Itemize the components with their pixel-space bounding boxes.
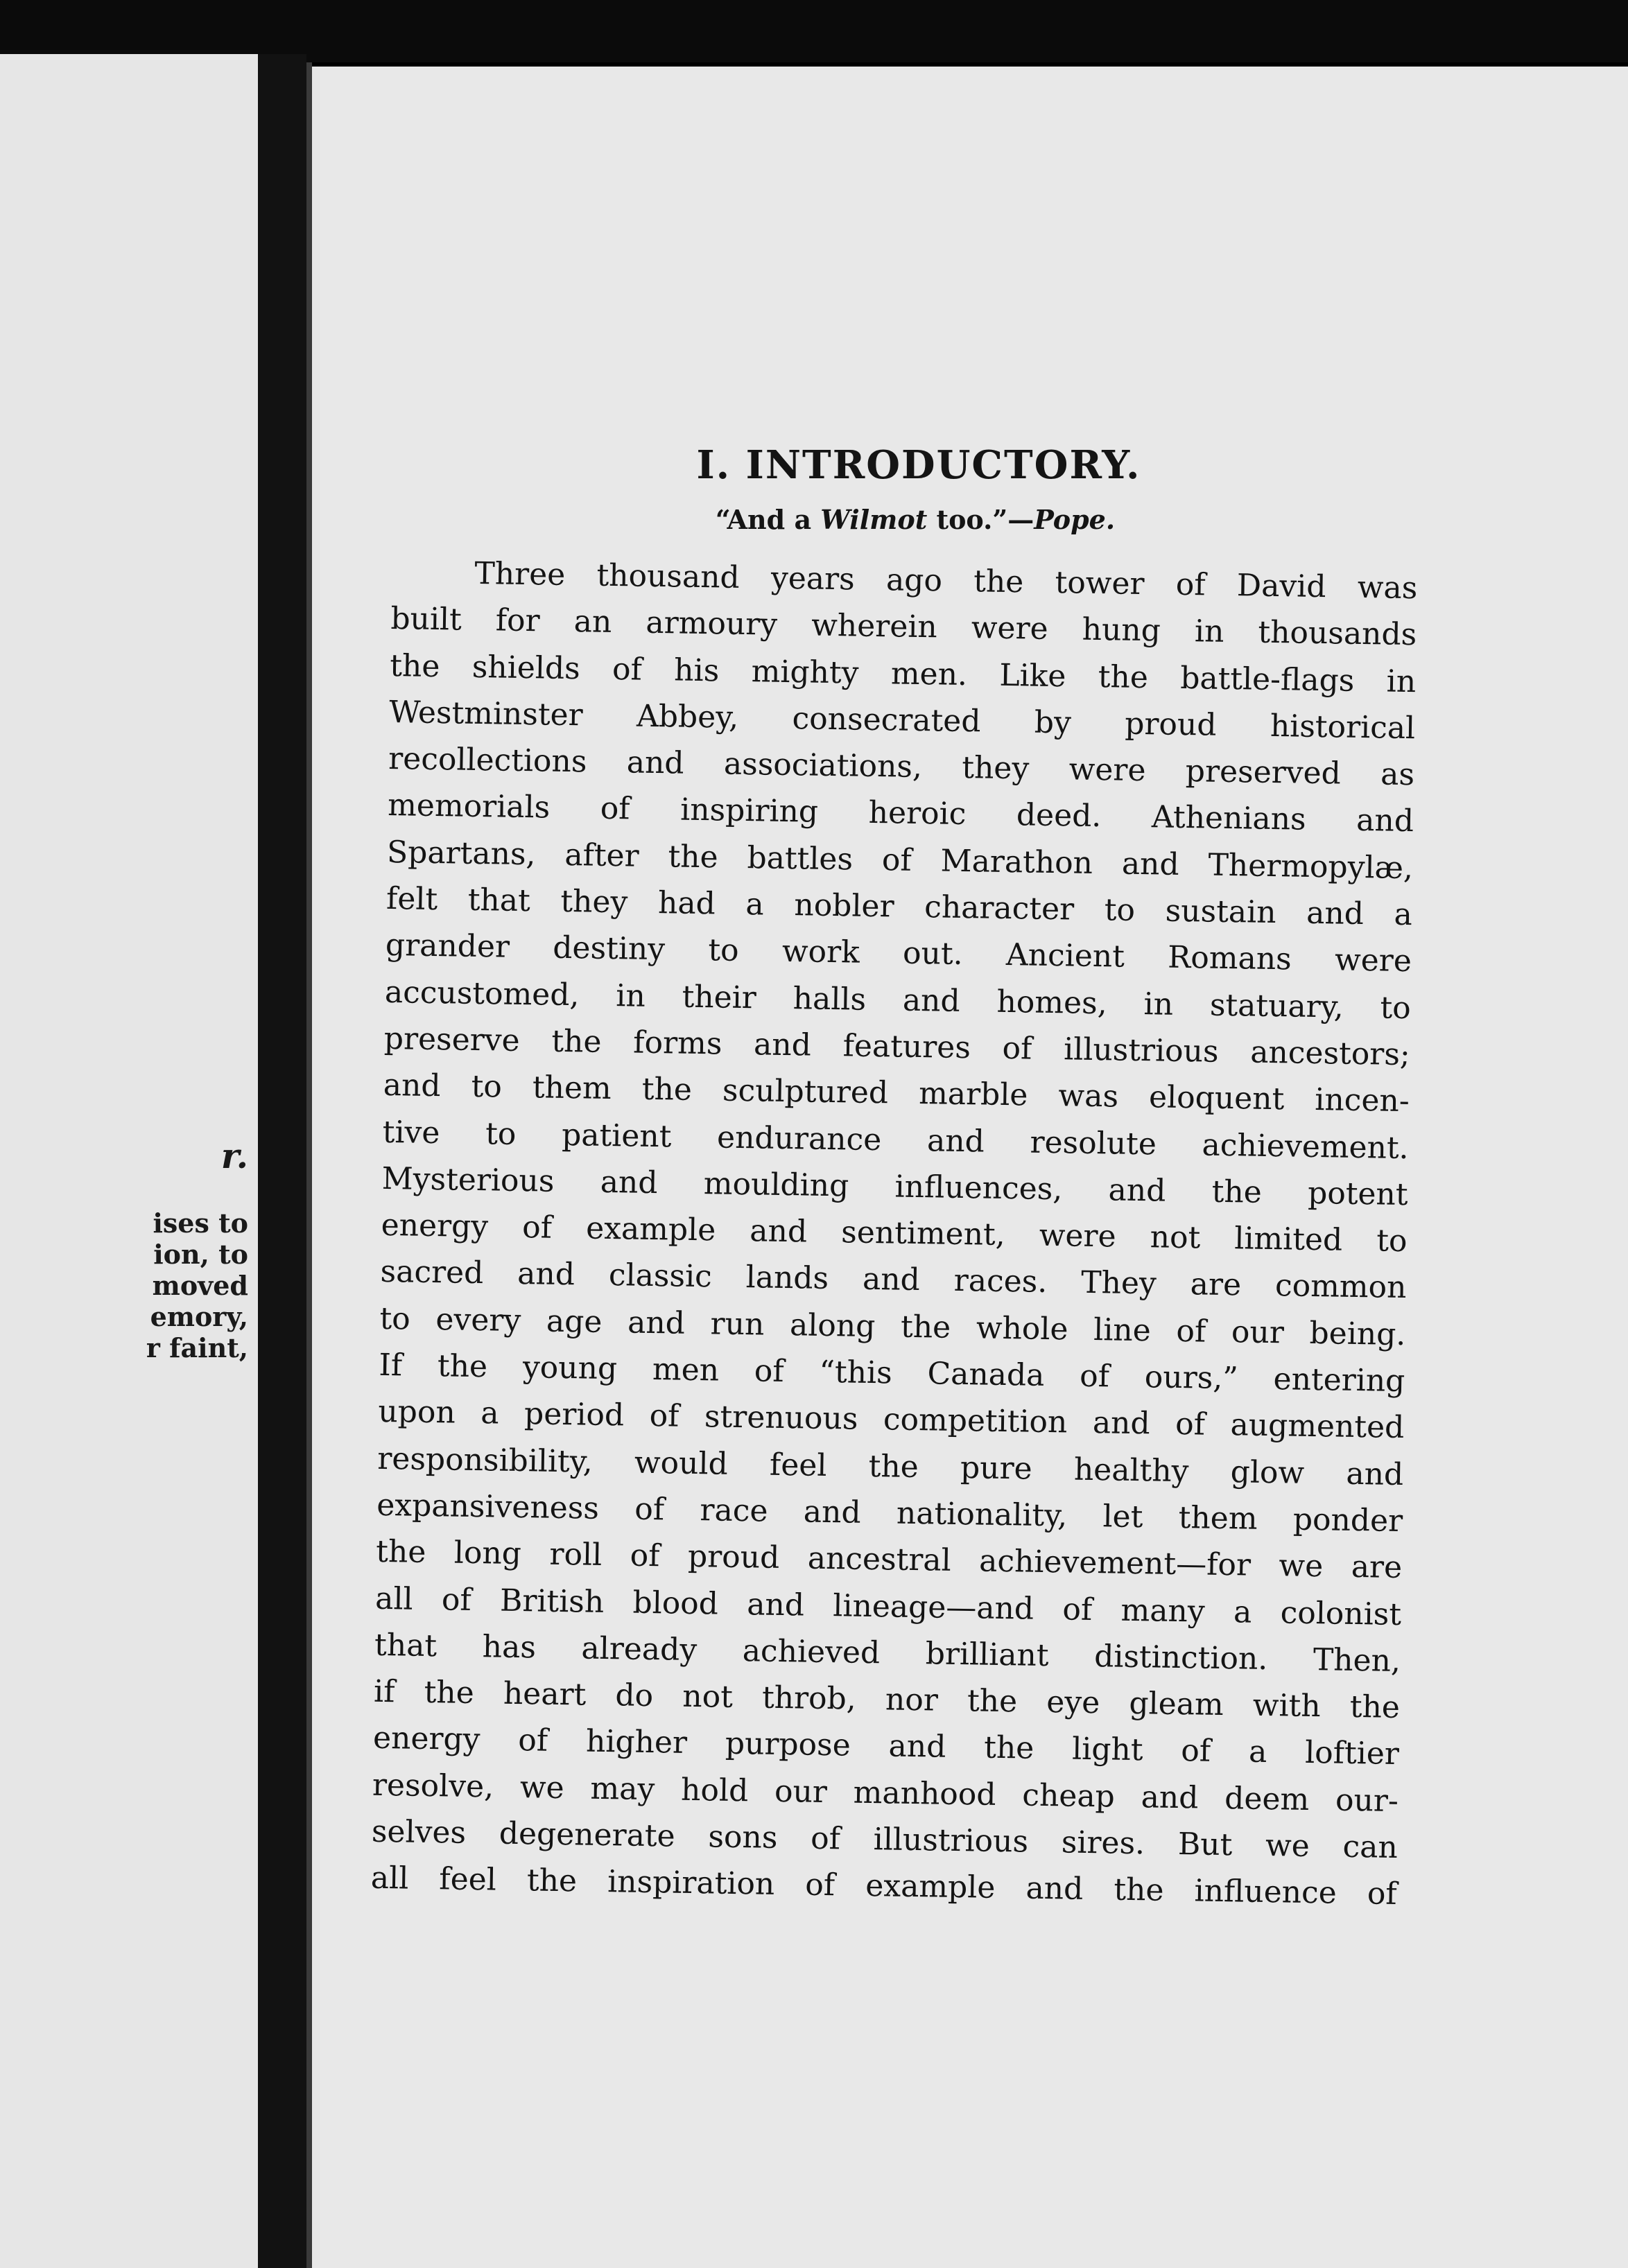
paragraph-line: selves degenerate sons of illustrious sires. But we can: [371, 1813, 1398, 1866]
left-fragment-line: moved: [152, 1270, 248, 1301]
paragraph-line: recollections and associations, they were preserved as: [388, 741, 1415, 793]
paragraph-line: that has already achieved brilliant distinction. Then,: [374, 1627, 1401, 1679]
binding-edge: [306, 62, 312, 2268]
paragraph-line: sacred and classic lands and races. They are common: [380, 1254, 1407, 1306]
left-fragment-letter: r.: [220, 1135, 248, 1176]
paragraph-line: built for an armoury wherein were hung in thousands: [390, 601, 1417, 653]
left-fragment-line: ion, to: [153, 1239, 248, 1270]
paragraph-line: if the heart do not throb, nor the eye gleam with the: [373, 1673, 1401, 1726]
epigraph-quote-name: Wilmot: [820, 504, 928, 535]
paragraph-line: memorials of inspiring heroic deed. Athenians and: [387, 787, 1414, 839]
paragraph-line: to every age and run along the whole line of our being.: [379, 1300, 1406, 1352]
paragraph-line: expansiveness of race and nationality, let them ponder: [376, 1487, 1403, 1539]
scan-top-edge: [0, 0, 1628, 62]
paragraph-line: all feel the inspiration of example and the influence of: [370, 1860, 1398, 1912]
paragraph-line: the long roll of proud ancestral achievement—for we are: [375, 1534, 1403, 1586]
paragraph-line: upon a period of strenuous competition and of augmented: [378, 1394, 1405, 1446]
paragraph-line: felt that they had a nobler character to sustain and a: [386, 881, 1413, 933]
paragraph-line: accustomed, in their halls and homes, in statuary, to: [384, 974, 1412, 1026]
epigraph-quote-start: “And a: [715, 504, 821, 535]
paragraph-line: Westminster Abbey, consecrated by proud historical: [388, 694, 1416, 747]
paragraph-line: Mysterious and moulding influences, and the potent: [381, 1160, 1408, 1212]
epigraph-quote-end: too.”—: [927, 504, 1034, 535]
epigraph: [392, 502, 1418, 538]
right-page: [312, 67, 1628, 2268]
book-binding-gutter: [258, 54, 306, 2268]
paragraph-line: energy of example and sentiment, were not limited to: [381, 1207, 1408, 1259]
paragraph-line: Three thousand years ago the tower of David was: [474, 555, 1418, 607]
paragraph-line: Spartans, after the battles of Marathon and Thermopylæ,: [386, 834, 1414, 886]
body-paragraph: [370, 549, 1417, 1918]
left-fragment-line: r faint,: [146, 1332, 248, 1363]
paragraph-line: energy of higher purpose and the light of a loftier: [372, 1720, 1400, 1772]
paragraph-line: resolve, we may hold our manhood cheap and deem our-: [372, 1767, 1399, 1819]
paragraph-line: responsibility, would feel the pure healthy glow and: [376, 1440, 1404, 1492]
left-fragment-line: ises to: [153, 1207, 248, 1239]
paragraph-line: all of British blood and lineage—and of many a colonist: [374, 1580, 1402, 1632]
page-text-block: [370, 441, 1418, 1912]
paragraph-line: and to them the sculptured marble was eloquent incen-: [383, 1067, 1410, 1119]
paragraph-line: If the young men of “this Canada of ours,” entering: [379, 1347, 1405, 1399]
paragraph-line: preserve the forms and features of illustrious ancestors;: [383, 1020, 1411, 1073]
paragraph-line: grander destiny to work out. Ancient Romans were: [385, 927, 1412, 979]
left-page: [0, 54, 258, 2268]
left-page-text-fragment: [146, 1135, 248, 1363]
epigraph-attribution: Pope.: [1034, 504, 1116, 535]
chapter-title: I. INTRODUCTORY.: [696, 442, 1141, 488]
paragraph-line: tive to patient endurance and resolute achievement.: [382, 1114, 1410, 1166]
left-fragment-line: emory,: [150, 1301, 248, 1332]
paragraph-line: the shields of his mighty men. Like the battle-flags in: [389, 647, 1417, 699]
